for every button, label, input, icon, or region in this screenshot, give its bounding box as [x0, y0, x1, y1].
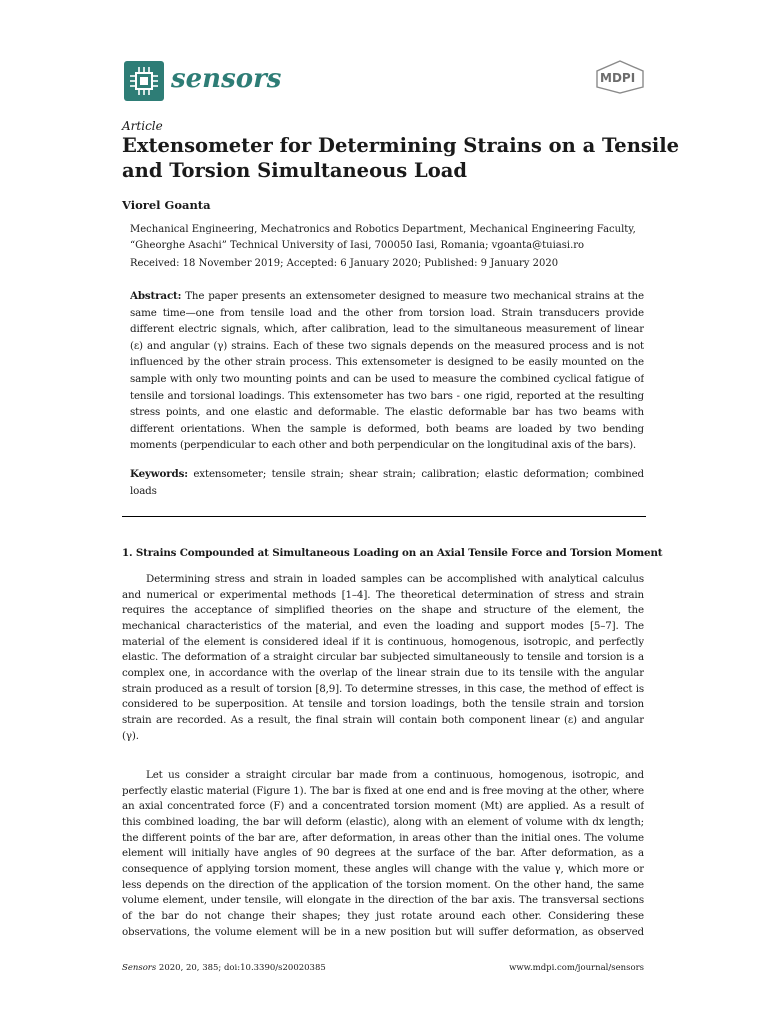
affiliation-line: Mechanical Engineering, Mechatronics and Robotics Department, Mechanical Engineering Faculty,: [130, 224, 636, 235]
paragraph-line: observations, the volume element will be in a new position but will suffer deformation, as observed: [122, 925, 644, 938]
paragraph-line: perfectly elastic material (Figure 1). The bar is fixed at one end and is free moving at the other, where: [122, 784, 644, 797]
paragraph-line: and numerical or experimental methods [1–4]. The theoretical determination of stress and strain: [122, 588, 644, 601]
paragraph-line: volume element, under tensile, will elongate in the direction of the bar axis. The transversal sections: [122, 894, 644, 907]
paragraph-line: elastic. The deformation of a straight circular bar subjected simultaneously to tensile and torsion is a: [122, 651, 644, 664]
paragraph-line: consequence of applying torsion moment, these angles will change with the value γ, which more or: [122, 862, 644, 875]
publication-dates: Received: 18 November 2019; Accepted: 6 January 2020; Published: 9 January 2020: [130, 258, 559, 269]
abstract-line: different orientations. When the sample is deformed, both beams are loaded by two bending: [130, 422, 644, 435]
abstract: [130, 288, 644, 454]
journal-logo-icon: [124, 61, 164, 101]
abstract-line: tensile and torsional loadings. This extensometer has two bars - one rigid, reported at the resulting: [130, 389, 644, 402]
keywords-line: [130, 466, 644, 483]
affiliation-line: “Gheorghe Asachi” Technical University of Iasi, 700050 Iasi, Romania; vgoanta@tuiasi.ro: [130, 240, 585, 251]
paragraph-line: an axial concentrated force (F) and a concentrated torsion moment (Mt) are applied. As a result of: [122, 800, 644, 813]
abstract-line: influenced by the other strain process. This extensometer is designed to be easily mounted on the: [130, 356, 644, 369]
paragraph-line: strain are recorded. As a result, the final strain will contain both component linear (ε) and angular: [122, 713, 644, 726]
paragraph-line: material of the element is considered ideal if it is continuous, homogenous, isotropic, and perfectly: [122, 635, 644, 648]
paragraph: [122, 768, 644, 940]
section-heading: 1. Strains Compounded at Simultaneous Loading on an Axial Tensile Force and Torsion Moment: [122, 547, 663, 559]
paragraph-line: requires the acceptance of simplified theories on the shape and structure of the element, the: [122, 604, 644, 617]
abstract-line: sample with only two mounting points and can be used to measure the combined cyclical fatigue of: [130, 372, 644, 385]
paragraph-line: considered to be superposition. At tensile and torsion loadings, both the tensile strain and torsion: [122, 698, 644, 711]
abstract-line: moments (perpendicular to each other and both perpendicular on the longitudinal axis of the bars).: [130, 439, 637, 452]
paragraph-line: (γ).: [122, 729, 139, 742]
abstract-line: same time—one from tensile load and the other from torsion load. Strain transducers provide: [130, 306, 644, 319]
paragraph-line: complex one, in accordance with the overlap of the linear strain due to its tensile with the angular: [122, 666, 644, 679]
paragraph-line: strain produced as a result of torsion [8,9]. To determine stresses, in this case, the method of effect is: [122, 682, 644, 695]
paragraph-line: this combined loading, the bar will deform (elastic), along with an element of volume with dx length;: [122, 815, 644, 828]
abstract-line: (ε) and angular (γ) strains. Each of these two signals depends on the measured process and is not: [130, 339, 644, 352]
abstract-line: [130, 288, 644, 305]
keywords-label: Keywords:: [130, 468, 188, 480]
paragraph-line: Determining stress and strain in loaded samples can be accomplished with analytical calculus: [146, 573, 644, 585]
keywords-text: extensometer; tensile strain; shear strain; calibration; elastic deformation; combined: [187, 468, 644, 480]
title-line: and Torsion Simultaneous Load: [122, 159, 468, 182]
abstract-line: stress points, and one elastic and deformable. The elastic deformable bar has two beams with: [130, 406, 644, 419]
publisher-name: MDPI: [600, 71, 636, 85]
paragraph-line: of the bar do not change their shapes; they just rotate around each other. Considering these: [122, 909, 644, 922]
footer-citation-text: 2020, 20, 385; doi:10.3390/s20020385: [156, 963, 326, 973]
abstract-text: The paper presents an extensometer designed to measure two mechanical strains at the: [181, 290, 644, 302]
footer-citation: [122, 963, 326, 973]
paragraph-line: mechanical characteristics of the material, and even the loading and support modes [5–7]. The: [122, 619, 644, 632]
divider: [122, 516, 646, 517]
abstract-line: different electric signals, which, after calibration, lead to the simultaneous measurement of linear: [130, 323, 644, 336]
keywords: [130, 466, 644, 499]
affiliation: [130, 222, 650, 254]
author-name: Viorel Goanta: [122, 198, 211, 212]
footer-url[interactable]: www.mdpi.com/journal/sensors: [509, 963, 644, 973]
abstract-label: Abstract:: [130, 290, 182, 302]
keywords-line: loads: [130, 484, 157, 497]
article-title: [122, 133, 680, 183]
paragraph-line: Let us consider a straight circular bar made from a continuous, homogenous, isotropic, and: [146, 769, 644, 781]
paragraph-line: element will initially have angles of 90 degrees at the surface of the bar. After deformation, as a: [122, 847, 644, 860]
journal-name: sensors: [171, 64, 282, 94]
paragraph: [122, 572, 644, 744]
title-line: Extensometer for Determining Strains on a Tensile: [122, 134, 680, 157]
article-type: Article: [122, 119, 163, 133]
footer-journal: Sensors: [122, 963, 157, 973]
paragraph-line: less depends on the direction of the application of the torsion moment. On the other hand, the same: [122, 878, 644, 891]
paragraph-line: the different points of the bar are, after deformation, in areas other than the initial ones. The volume: [122, 831, 644, 844]
